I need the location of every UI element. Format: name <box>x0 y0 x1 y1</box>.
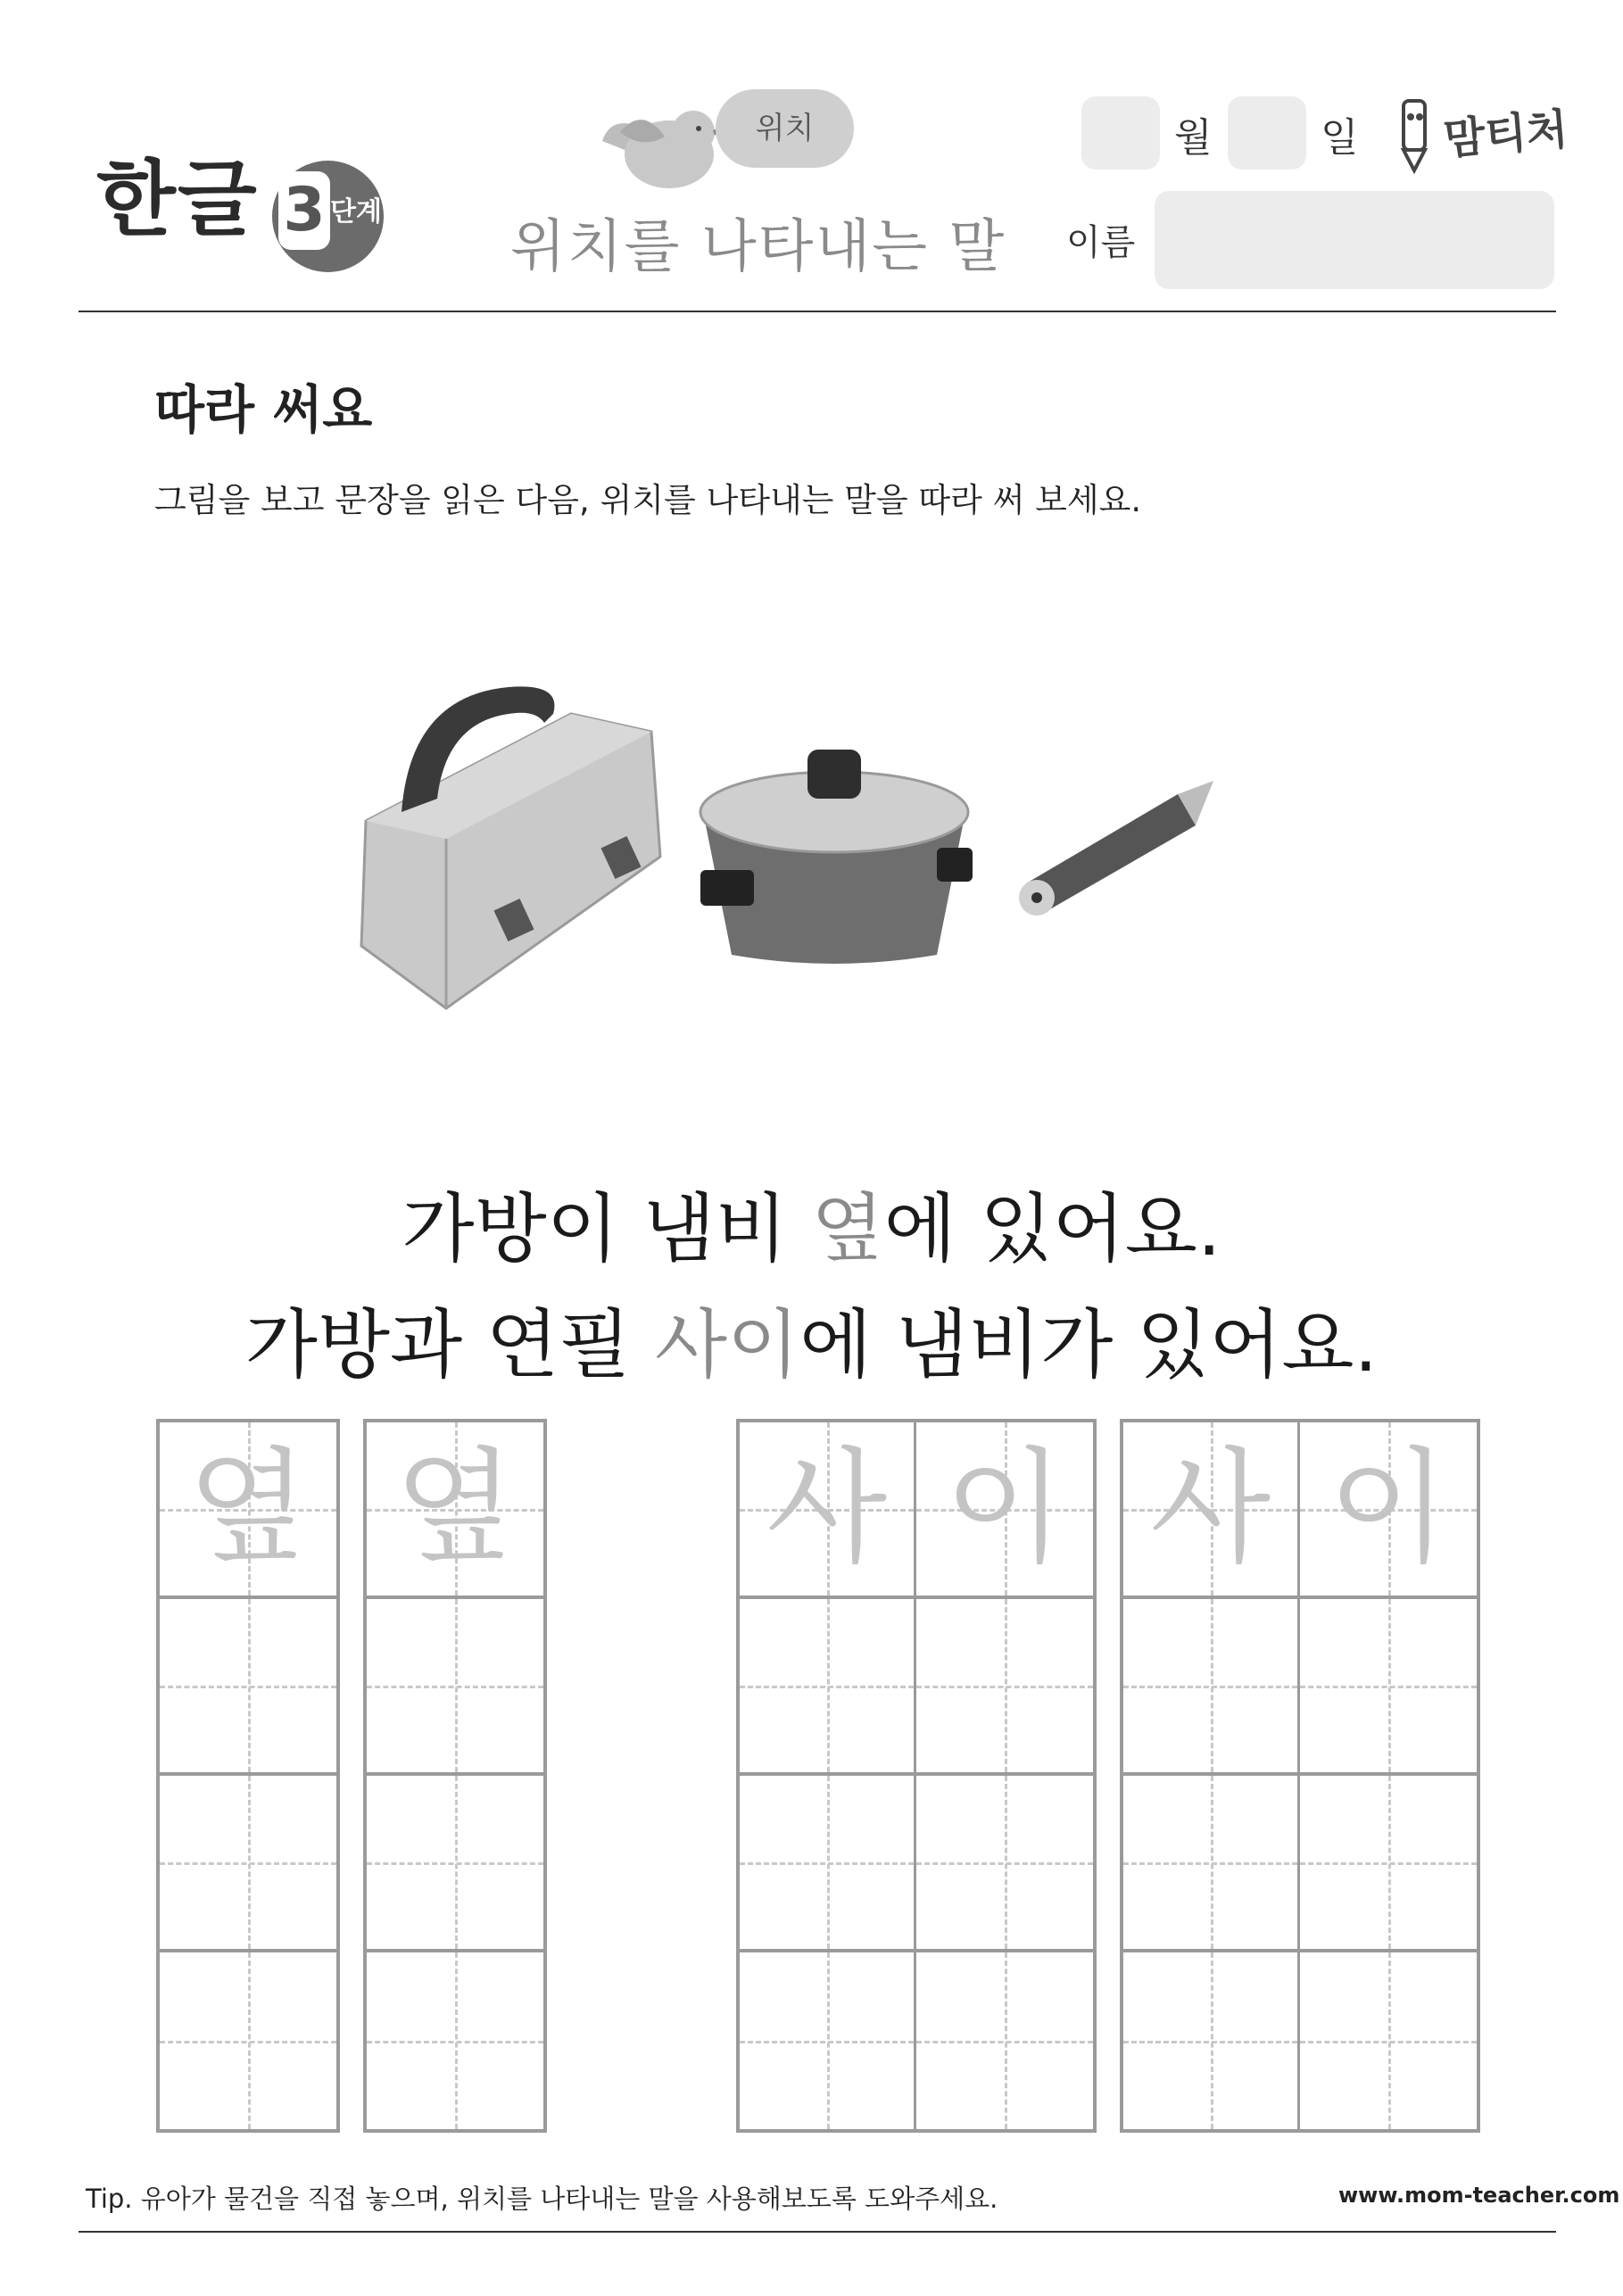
month-label: 월 <box>1174 115 1213 161</box>
pot-illustration <box>700 750 973 964</box>
guide-line-horizontal <box>367 2041 543 2043</box>
guide-line-horizontal <box>916 2041 1093 2043</box>
guide-line-horizontal <box>740 1862 914 1865</box>
writing-row <box>367 1422 543 1599</box>
writing-cell[interactable] <box>1123 1422 1300 1596</box>
writing-cell[interactable] <box>1300 1776 1477 1949</box>
writing-cell[interactable] <box>1123 1952 1300 2129</box>
trace-character: 이 <box>944 1436 1065 1581</box>
instruction-title: 따라 써요 <box>154 379 373 440</box>
guide-line-horizontal <box>160 2041 336 2043</box>
trace-character: 이 <box>1328 1436 1449 1581</box>
guide-line-horizontal <box>1300 2041 1477 2043</box>
guide-line-horizontal <box>367 1862 543 1865</box>
writing-row <box>367 1599 543 1776</box>
brand-logo: 맘티처 <box>1441 104 1570 165</box>
writing-cell[interactable] <box>367 1776 543 1949</box>
writing-row <box>740 1952 1093 2129</box>
pencil-illustration <box>1019 781 1213 916</box>
writing-cell[interactable] <box>160 1599 336 1772</box>
website-url: www.mom-teacher.com <box>1338 2183 1620 2208</box>
guide-line-horizontal <box>740 2041 914 2043</box>
writing-cell[interactable] <box>1300 1952 1477 2129</box>
writing-column-1 <box>156 1419 340 2133</box>
sentence-2 <box>0 1285 1623 1393</box>
writing-row <box>1123 1599 1477 1776</box>
guide-line-horizontal <box>740 1686 914 1688</box>
workbook-logo: 한글 <box>96 152 259 247</box>
writing-row <box>740 1776 1093 1952</box>
writing-cell[interactable] <box>916 1952 1093 2129</box>
sentence-1-after: 에 있어요. <box>883 1185 1221 1272</box>
writing-column-4 <box>1120 1419 1480 2133</box>
sentence-2-after: 에 냄비가 있어요. <box>799 1301 1379 1388</box>
guide-line-horizontal <box>1300 1686 1477 1688</box>
trace-character: 사 <box>1149 1436 1271 1581</box>
writing-row <box>1123 1776 1477 1952</box>
footer-divider <box>79 2231 1556 2233</box>
guide-line-horizontal <box>367 1686 543 1688</box>
writing-row <box>367 1952 543 2129</box>
writing-row <box>160 1422 336 1599</box>
page-title: 위치를 나타내는 말 <box>510 214 1006 280</box>
writing-cell[interactable] <box>916 1422 1093 1596</box>
sentence-1 <box>0 1169 1623 1277</box>
guide-line-horizontal <box>1123 2041 1297 2043</box>
day-input-box[interactable] <box>1228 96 1306 170</box>
writing-cell[interactable] <box>160 1776 336 1949</box>
writing-row <box>160 1776 336 1952</box>
guide-line-horizontal <box>160 1862 336 1865</box>
sentence-1-before: 가방이 냄비 <box>402 1185 812 1272</box>
writing-row <box>160 1599 336 1776</box>
writing-cell[interactable] <box>1300 1422 1477 1596</box>
header-divider <box>79 311 1556 312</box>
writing-cell[interactable] <box>367 1952 543 2129</box>
writing-column-2 <box>363 1419 547 2133</box>
guide-line-horizontal <box>160 1686 336 1688</box>
day-label: 일 <box>1321 115 1359 161</box>
guide-line-horizontal <box>1123 1862 1297 1865</box>
trace-character: 옆 <box>394 1436 516 1581</box>
guide-line-horizontal <box>1300 1862 1477 1865</box>
sentence-1-highlight: 옆 <box>811 1185 884 1272</box>
tip-text: Tip. 유아가 물건을 직접 놓으며, 위치를 나타내는 말을 사용해보도록 도와주세요. <box>86 2184 998 2214</box>
trace-character: 사 <box>766 1436 888 1581</box>
writing-row <box>367 1776 543 1952</box>
writing-cell[interactable] <box>740 1422 916 1596</box>
name-label: 이름 <box>1066 222 1136 263</box>
guide-line-horizontal <box>916 1686 1093 1688</box>
pencil-mascot-icon <box>1387 94 1441 174</box>
writing-cell[interactable] <box>160 1952 336 2129</box>
topic-tag: 위치 <box>716 89 854 168</box>
writing-cell[interactable] <box>1123 1599 1300 1772</box>
writing-row <box>1123 1422 1477 1599</box>
name-input-box[interactable] <box>1155 191 1554 289</box>
guide-line-horizontal <box>916 1862 1093 1865</box>
writing-column-3 <box>736 1419 1097 2133</box>
writing-cell[interactable] <box>740 1599 916 1772</box>
guide-line-horizontal <box>1123 1686 1297 1688</box>
sentence-2-before: 가방과 연필 <box>244 1301 655 1388</box>
writing-row <box>1123 1952 1477 2129</box>
writing-row <box>740 1599 1093 1776</box>
illustration <box>348 660 1240 1017</box>
sentence-2-highlight: 사이 <box>654 1301 800 1388</box>
bird-icon <box>593 96 727 195</box>
level-label: 단계 <box>330 196 382 228</box>
writing-cell[interactable] <box>916 1599 1093 1772</box>
writing-row <box>740 1422 1093 1599</box>
writing-cell[interactable] <box>916 1776 1093 1949</box>
level-number: 3 <box>278 171 330 250</box>
bag-illustration <box>361 686 660 1008</box>
writing-cell[interactable] <box>1123 1776 1300 1949</box>
writing-cell[interactable] <box>1300 1599 1477 1772</box>
writing-row <box>160 1952 336 2129</box>
trace-character: 옆 <box>187 1436 309 1581</box>
instruction-text: 그림을 보고 문장을 읽은 다음, 위치를 나타내는 말을 따라 써 보세요. <box>154 481 1142 519</box>
writing-cell[interactable] <box>367 1422 543 1596</box>
writing-cell[interactable] <box>740 1776 916 1949</box>
writing-cell[interactable] <box>367 1599 543 1772</box>
month-input-box[interactable] <box>1081 96 1160 170</box>
writing-cell[interactable] <box>160 1422 336 1596</box>
writing-cell[interactable] <box>740 1952 916 2129</box>
